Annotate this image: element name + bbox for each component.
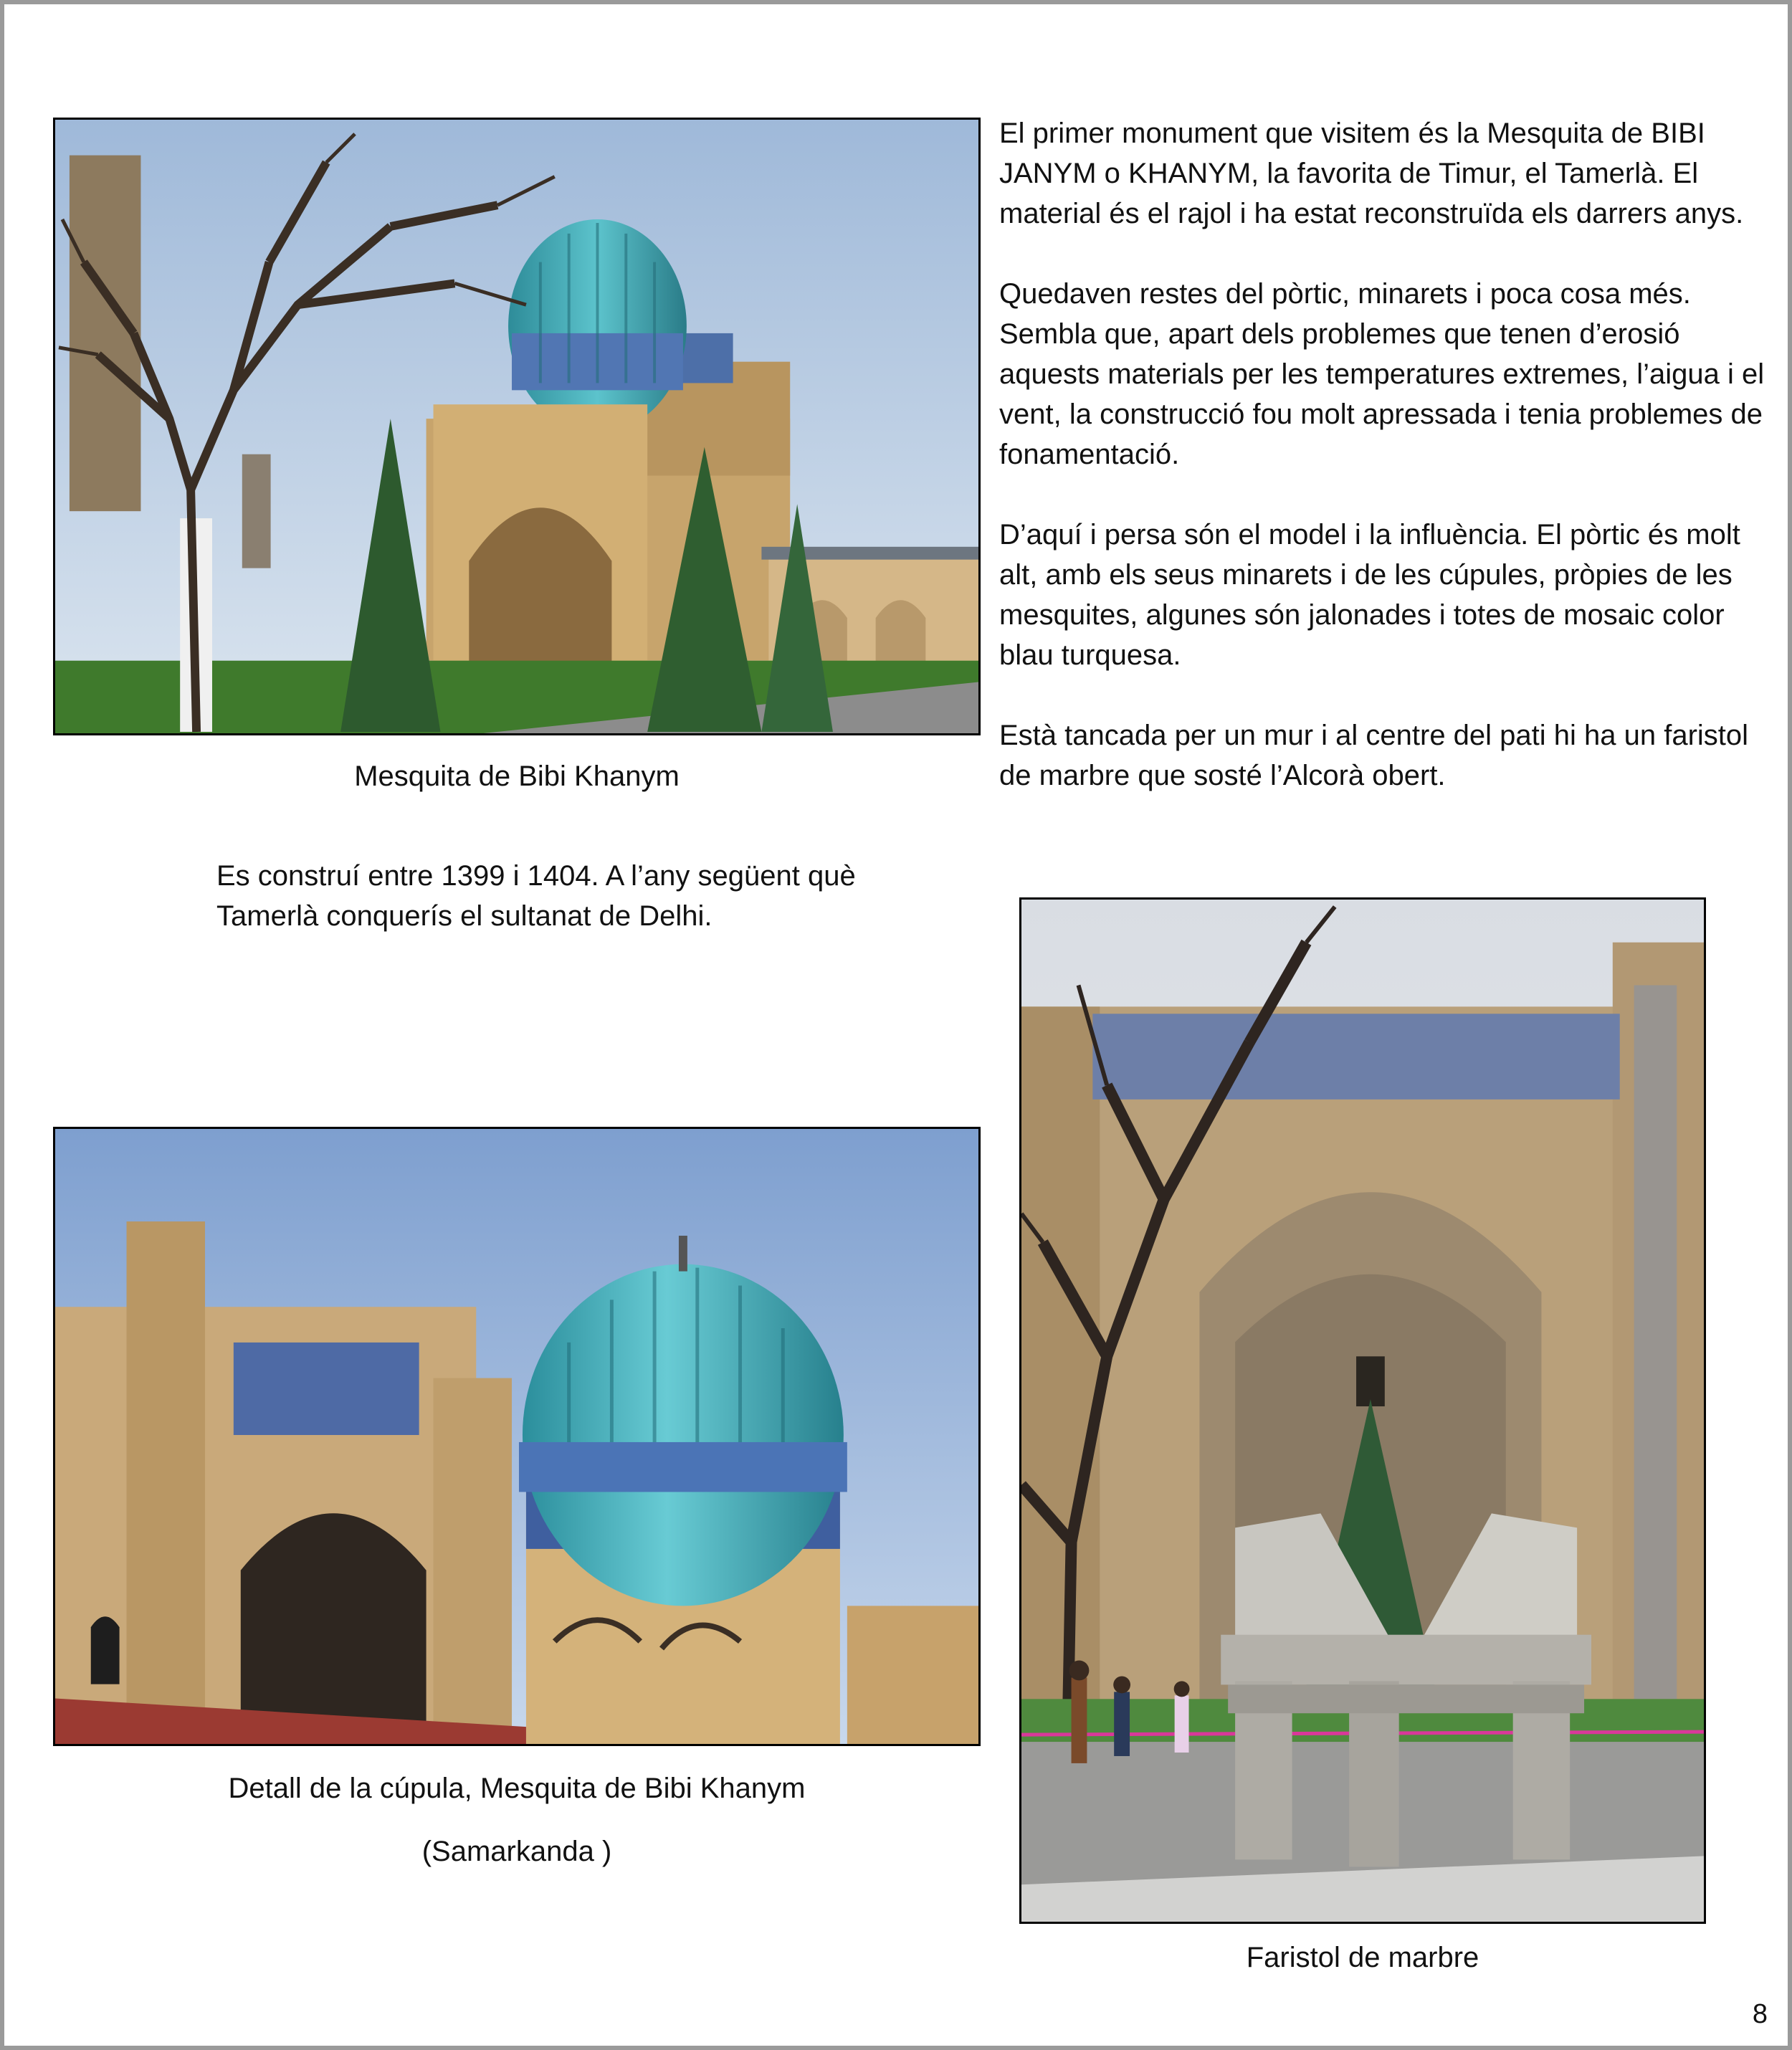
paragraph-1: El primer monument que visitem és la Mesquita de BIBI JANYM o KHANYM, la favorita de Timur, el Tamerlà. El material és el rajol i ha estat reconstruïda els darrers anys. [999, 118, 1744, 229]
paragraph-3: D’aquí i persa són el model i la influència. El pòrtic és molt alt, amb els seus minarets i de les cúpules, pròpies de les mesquites, algunes són jalonades i totes de mosaic color blau turquesa. [999, 519, 1740, 671]
photo-dome-detail [53, 1127, 981, 1746]
photo-mosque-exterior [53, 118, 981, 735]
caption-photo-lectern: Faristol de marbre [1246, 1942, 1479, 1973]
caption-photo-mosque: Mesquita de Bibi Khanym [354, 761, 680, 792]
paragraph-2: Quedaven restes del pòrtic, minarets i poca cosa més. Sembla que, apart dels problemes que tenen d’erosió aquests materials per les temperatures extremes, l’aigua i el vent, la construcció fou molt apressada i tenia problemes de fonamentació. [999, 278, 1765, 470]
photo-marble-lectern [1019, 897, 1706, 1924]
construction-dates-note: Es construí entre 1399 i 1404. A l’any següent què Tamerlà conquerís el sultanat de Delhi. [216, 860, 856, 932]
caption-photo-dome: Detall de la cúpula, Mesquita de Bibi Khanym [228, 1773, 806, 1804]
page-number: 8 [1752, 1999, 1768, 2029]
article-text [999, 113, 1781, 796]
caption-location: (Samarkanda ) [421, 1836, 612, 1867]
paragraph-4: Està tancada per un mur i al centre del pati hi ha un faristol de marbre que sosté l’Alcorà obert. [999, 720, 1749, 791]
